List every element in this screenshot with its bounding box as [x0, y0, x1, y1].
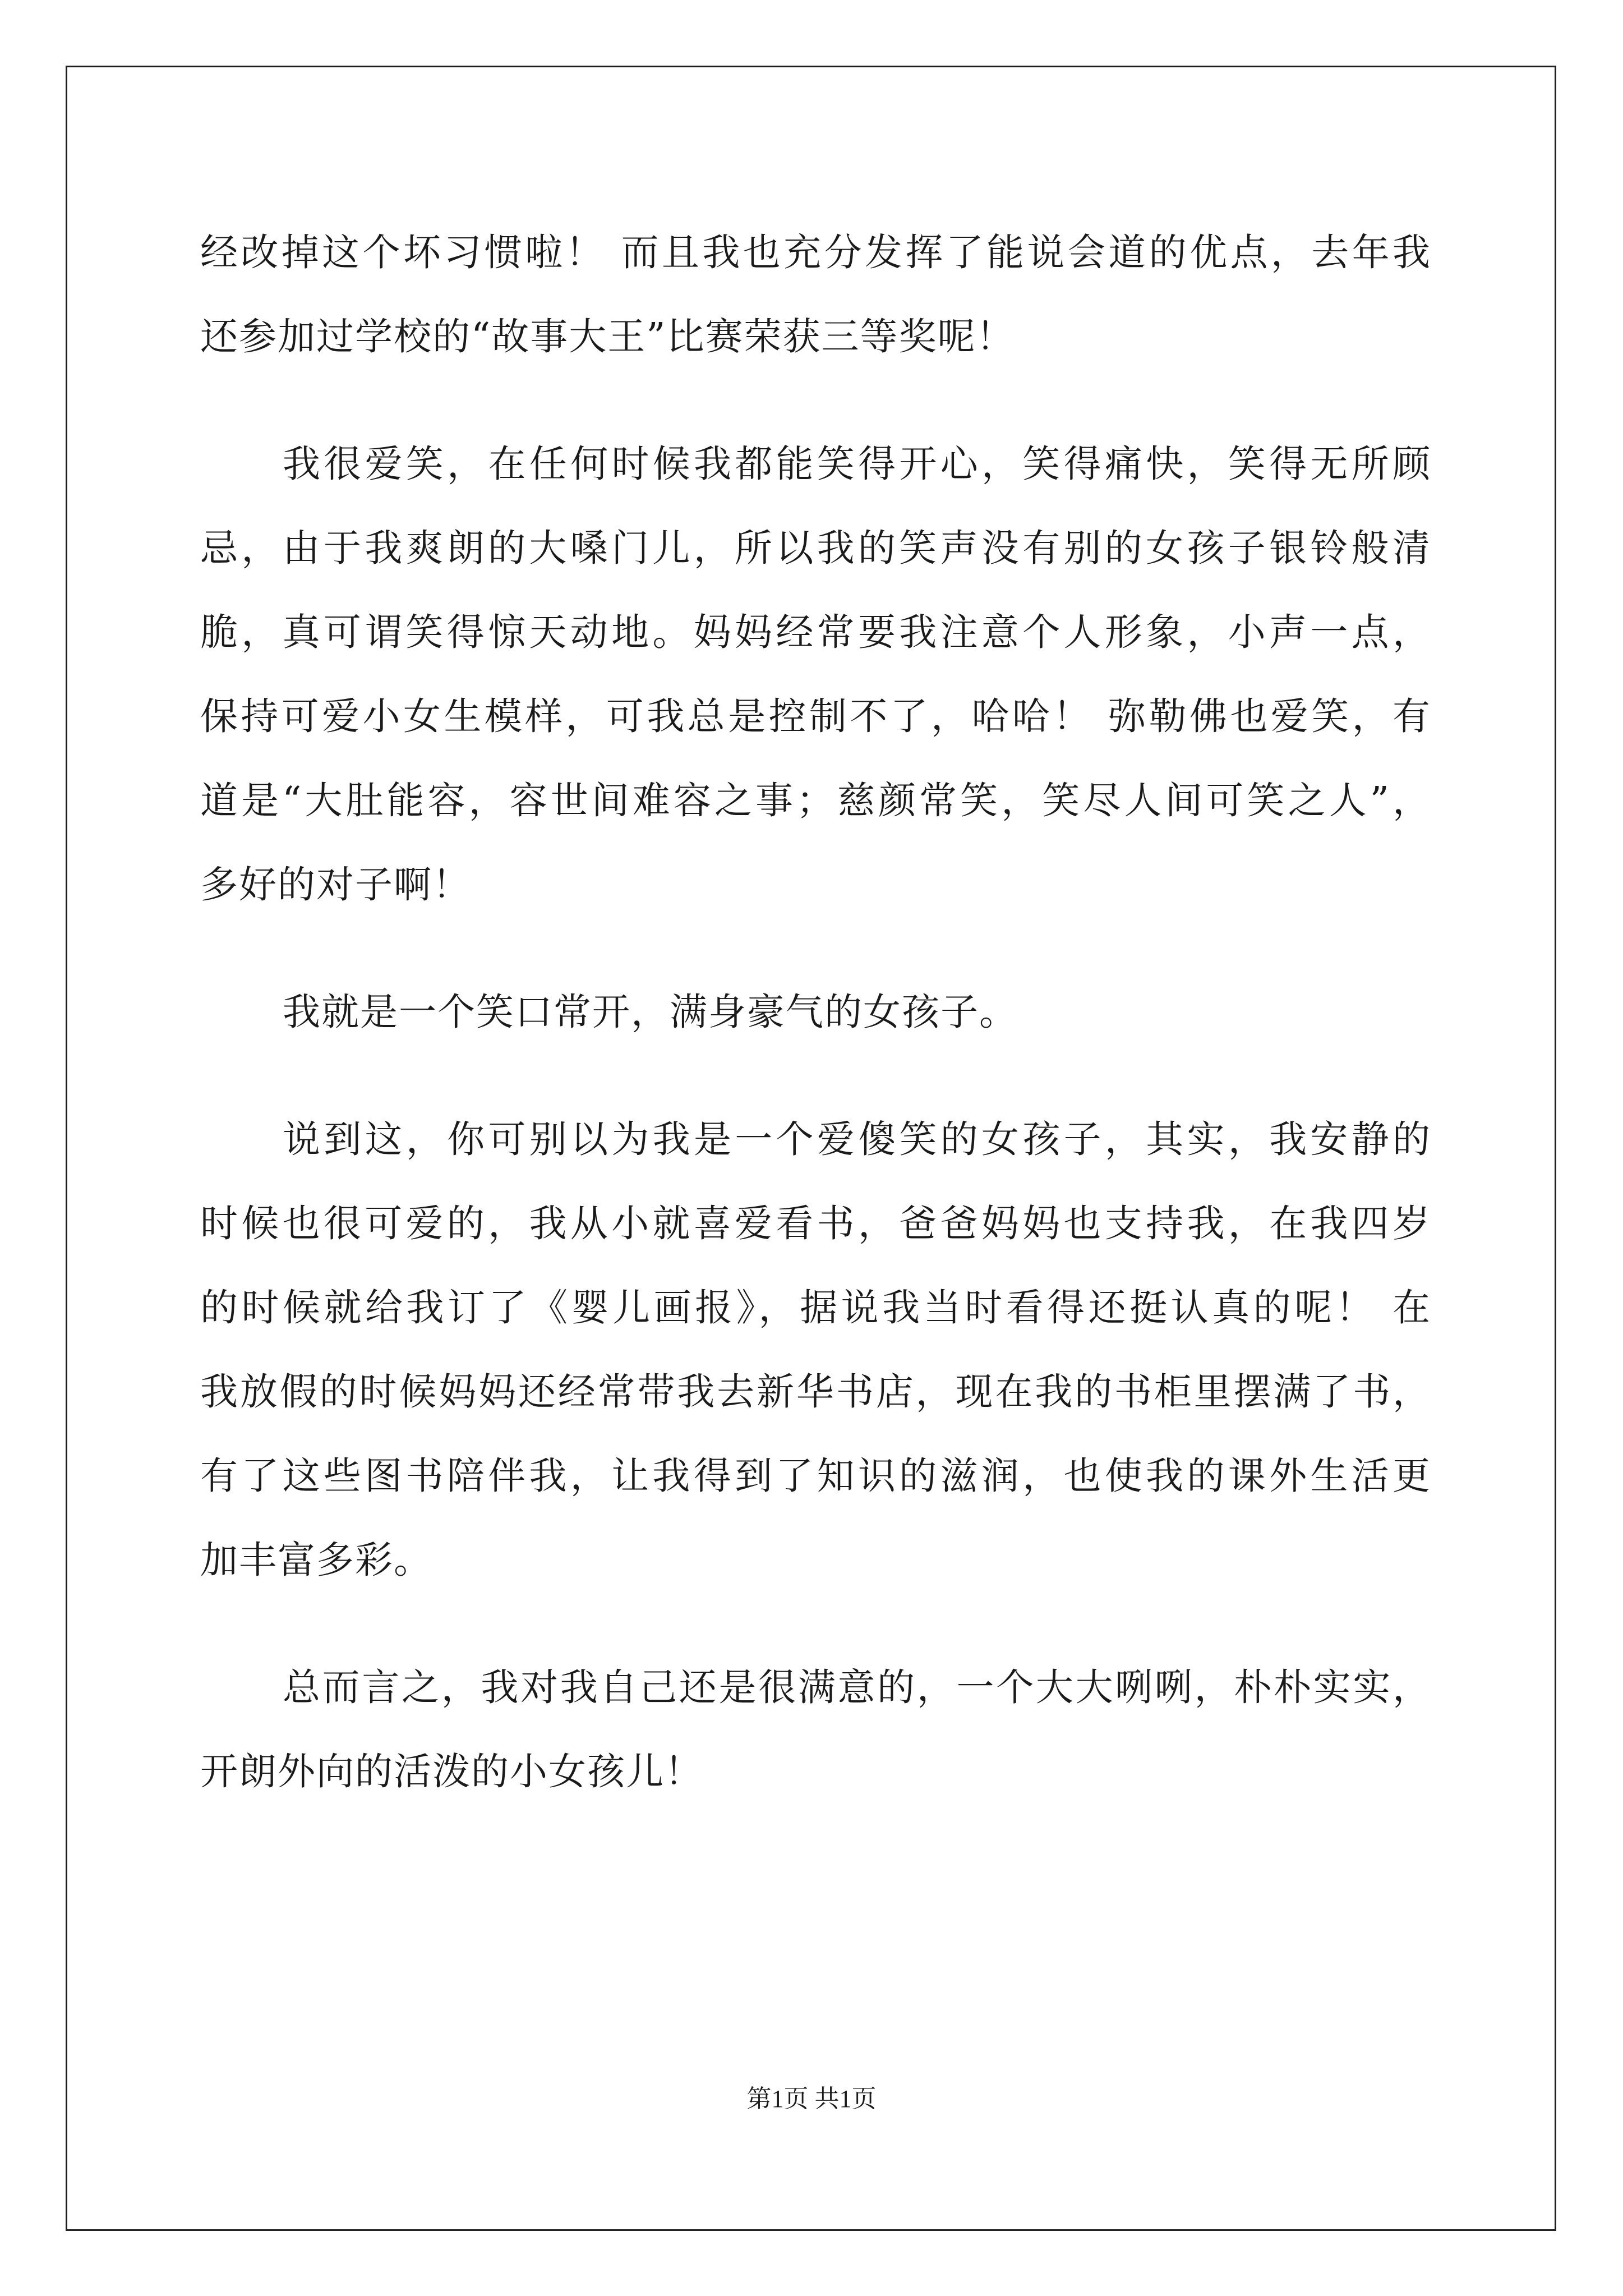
text-line: 道是“大肚能容，容世间难容之事；慈颜常笑，笑尽人间可笑之人”，: [200, 779, 1431, 822]
text-line: 有了这些图书陪伴我，让我得到了知识的滋润，也使我的课外生活更: [200, 1454, 1431, 1498]
text-line: 还参加过学校的“故事大王”比赛荣获三等奖呢！: [200, 315, 1015, 358]
text-line: 经改掉这个坏习惯啦！ 而且我也充分发挥了能说会道的优点，去年我: [200, 231, 1431, 274]
text-line: 忌，由于我爽朗的大嗓门儿，所以我的笑声没有别的女孩子银铃般清: [200, 526, 1431, 570]
page-number-footer: 第1页 共1页: [746, 2085, 877, 2113]
text-line: 保持可爱小女生模样，可我总是控制不了，哈哈！ 弥勒佛也爱笑，有: [200, 694, 1431, 738]
paragraph-first-line: 总而言之，我对我自己还是很满意的，一个大大咧咧，朴朴实实，: [283, 1665, 1431, 1709]
text-line: 的时候就给我订了《婴儿画报》，据说我当时看得还挺认真的呢！ 在: [200, 1286, 1431, 1329]
text-line: 加丰富多彩。: [200, 1538, 432, 1582]
text-line: 多好的对子啊！: [200, 863, 471, 907]
text-line: 时候也很可爱的，我从小就喜爱看书，爸爸妈妈也支持我，在我四岁: [200, 1202, 1431, 1245]
paragraph-first-line: 说到这，你可别以为我是一个爱傻笑的女孩子，其实，我安静的: [283, 1117, 1431, 1161]
paragraph-first-line: 我就是一个笑口常开，满身豪气的女孩子。: [283, 990, 1018, 1034]
text-line: 我放假的时候妈妈还经常带我去新华书店，现在我的书柜里摆满了书，: [200, 1370, 1431, 1414]
paragraph-first-line: 我很爱笑，在任何时候我都能笑得开心，笑得痛快，笑得无所顾: [283, 442, 1431, 486]
text-line: 开朗外向的活泼的小女孩儿！: [200, 1750, 703, 1793]
text-line: 脆，真可谓笑得惊天动地。妈妈经常要我注意个人形象，小声一点，: [200, 610, 1431, 654]
